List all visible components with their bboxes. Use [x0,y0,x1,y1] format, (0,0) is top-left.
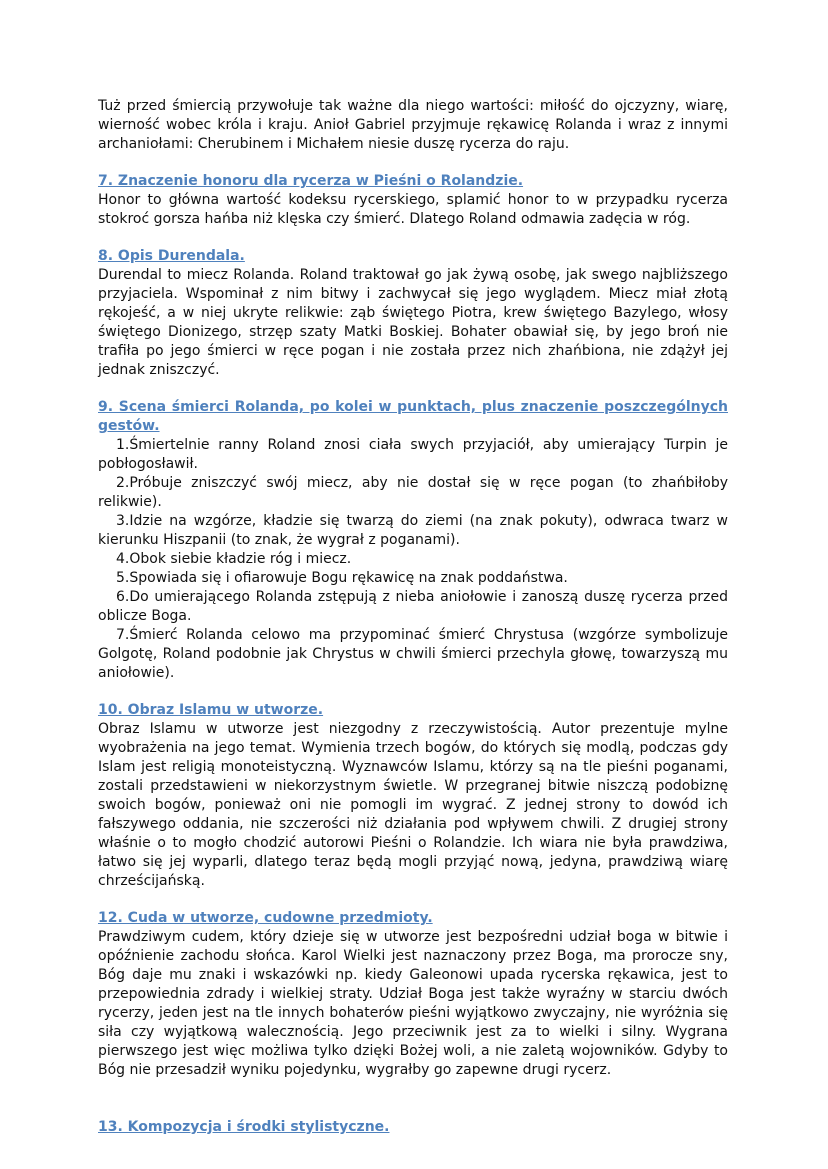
list-item: 4.Obok siebie kładzie róg i miecz. [116,551,352,567]
list-item: 7.Śmierć Rolanda celowo ma przypominać śmierć Chrystusa (wzgórze symbolizuje Golgotę, Roland podobnie jak Chrystus w chwili śmierci przechyla głowę, towarzyszą mu aniołowie). [98,627,728,681]
death-scene-list [98,436,728,683]
list-item: 3.Idzie na wzgórze, kładzie się twarzą do ziemi (na znak pokuty), odwraca twarz w kierunku Hiszpanii (to znak, że wygrał z poganami). [98,513,728,548]
heading-death-scene: 9. Scena śmierci Rolanda, po kolei w punktach, plus znaczenie poszczególnych gestów. [98,399,728,434]
list-item: 6.Do umierającego Rolanda zstępują z nieba aniołowie i zanoszą duszę rycerza przed oblicze Boga. [98,589,728,624]
paragraph-honor: Honor to główna wartość kodeksu rycerskiego, splamić honor to w przypadku rycerza stokroć gorsza hańba niż klęska czy śmierć. Dlatego Roland odmawia zadęcia w róg. [98,192,728,227]
document-page [98,97,728,1137]
heading-miracles: 12. Cuda w utworze, cudowne przedmioty. [98,910,433,926]
paragraph-miracles: Prawdziwym cudem, który dzieje się w utworze jest bezpośredni udział boga w bitwie i opóźnienie zachodu słońca. Karol Wielki jest naznaczony przez Boga, ma prorocze sny, Bóg daje mu znaki i wskazówki np. kiedy Galeonowi upada rycerska rękawica, jest to przepowiednia zdrady i wielkiej straty. Udział Boga jest także wyraźny w starciu dwóch rycerzy, jeden jest na tle innych bohaterów pieśni wyjątkowo zwyczajny, nie wyróżnia się siła czy wyjątkową walecznością. Jego przeciwnik jest za to wielki i silny. Wygrana pierwszego jest więc możliwa tylko dzięki Bożej woli, a nie zaletą wojowników. Gdyby to Bóg nie przesadził wyniku pojedynku, wygrałby go zapewne drugi rycerz. [98,929,728,1078]
paragraph-durendal: Durendal to miecz Rolanda. Roland traktował go jak żywą osobę, jak swego najbliższego przyjaciela. Wspominał z nim bitwy i zachwycał się jego wyglądem. Miecz miał złotą rękojeść, a w niej ukryte relikwie: ząb świętego Piotra, krew świętego Bazylego, włosy świętego Dionizego, strzęp szaty Matki Boskiej. Bohater obawiał się, by jego broń nie trafiła po jego śmierci w ręce pogan i nie została przez nich zhańbiona, nie zdążył jej jednak zniszczyć. [98,267,728,378]
paragraph-islam: Obraz Islamu w utworze jest niezgodny z rzeczywistością. Autor prezentuje mylne wyobrażenia na jego temat. Wymienia trzech bogów, do których się modlą, podczas gdy Islam jest religią monoteistyczną. Wyznawców Islamu, którzy są na tle pieśni poganami, zostali przedstawieni w niekorzystnym świetle. W przegranej bitwie niszczą podobiznę swoich bogów, ponieważ oni nie pomogli im wygrać. Z jednej strony to dowód ich fałszywego oddania, nie szczerości niż działania pod wpływem chwili. Z drugiej strony właśnie o to mogło chodzić autorowi Pieśni o Rolandzie. Ich wiara nie była prawdziwa, łatwo się jej wyparli, dlatego teraz będą mogli przyjąć nową, jedyna, prawdziwą wiarę chrześcijańską. [98,721,728,889]
list-item: 2.Próbuje zniszczyć swój miecz, aby nie dostał się w ręce pogan (to zhańbiłoby relikwie). [98,475,728,510]
heading-honor: 7. Znaczenie honoru dla rycerza w Pieśni o Rolandzie. [98,173,524,189]
heading-islam: 10. Obraz Islamu w utworze. [98,702,324,718]
intro-paragraph: Tuż przed śmiercią przywołuje tak ważne dla niego wartości: miłość do ojczyzny, wiarę, wierność wobec króla i kraju. Anioł Gabriel przyjmuje rękawicę Rolanda i wraz z innymi archaniołami: Cherubinem i Michałem niesie duszę rycerza do raju. [98,98,728,152]
list-item: 1.Śmiertelnie ranny Roland znosi ciała swych przyjaciół, aby umierający Turpin je pobłogosławił. [98,437,728,472]
list-item: 5.Spowiada się i ofiarowuje Bogu rękawicę na znak poddaństwa. [116,570,568,586]
heading-composition: 13. Kompozycja i środki stylistyczne. [98,1119,390,1135]
heading-durendal: 8. Opis Durendala. [98,248,245,264]
